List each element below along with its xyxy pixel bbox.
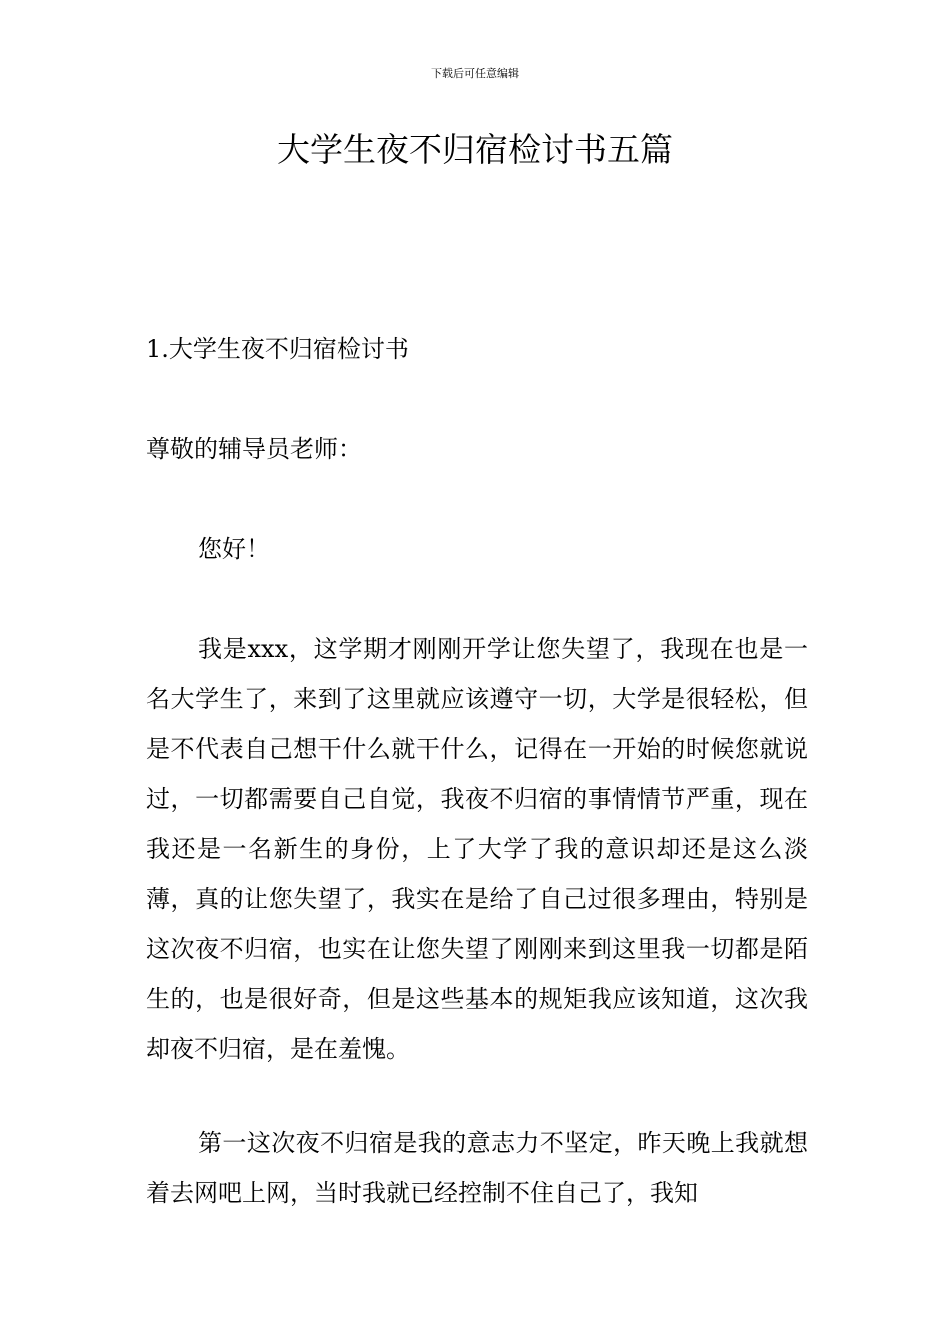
section-heading: 1.大学生夜不归宿检讨书 xyxy=(146,335,409,363)
header-note: 下载后可任意编辑 xyxy=(431,67,519,80)
salutation: 尊敬的辅导员老师： xyxy=(146,435,362,463)
body-paragraph-2: 第一这次夜不归宿是我的意志力不坚定，昨天晚上我就想着去网吧上网，当时我就已经控制不住自己了，我知 xyxy=(146,1129,808,1207)
greeting: 您好！ xyxy=(198,535,270,563)
body-paragraph-1: 我是xxx，这学期才刚刚开学让您失望了，我现在也是一名大学生了，来到了这里就应该遵守一切，大学是很轻松，但是不代表自己想干什么就干什么，记得在一开始的时候您就说过，一切都需要自己自觉，我夜不归宿的事情情节严重，现在我还是一名新生的身份，上了大学了我的意识却还是这么淡薄，真的让您失望了，我实在是给了自己过很多理由，特别是这次夜不归宿，也实在让您失望了刚刚来到这里我一切都是陌生的，也是很好奇，但是这些基本的规矩我应该知道，这次我却夜不归宿，是在羞愧。 xyxy=(146,635,808,1063)
document-title: 大学生夜不归宿检讨书五篇 xyxy=(277,130,673,169)
